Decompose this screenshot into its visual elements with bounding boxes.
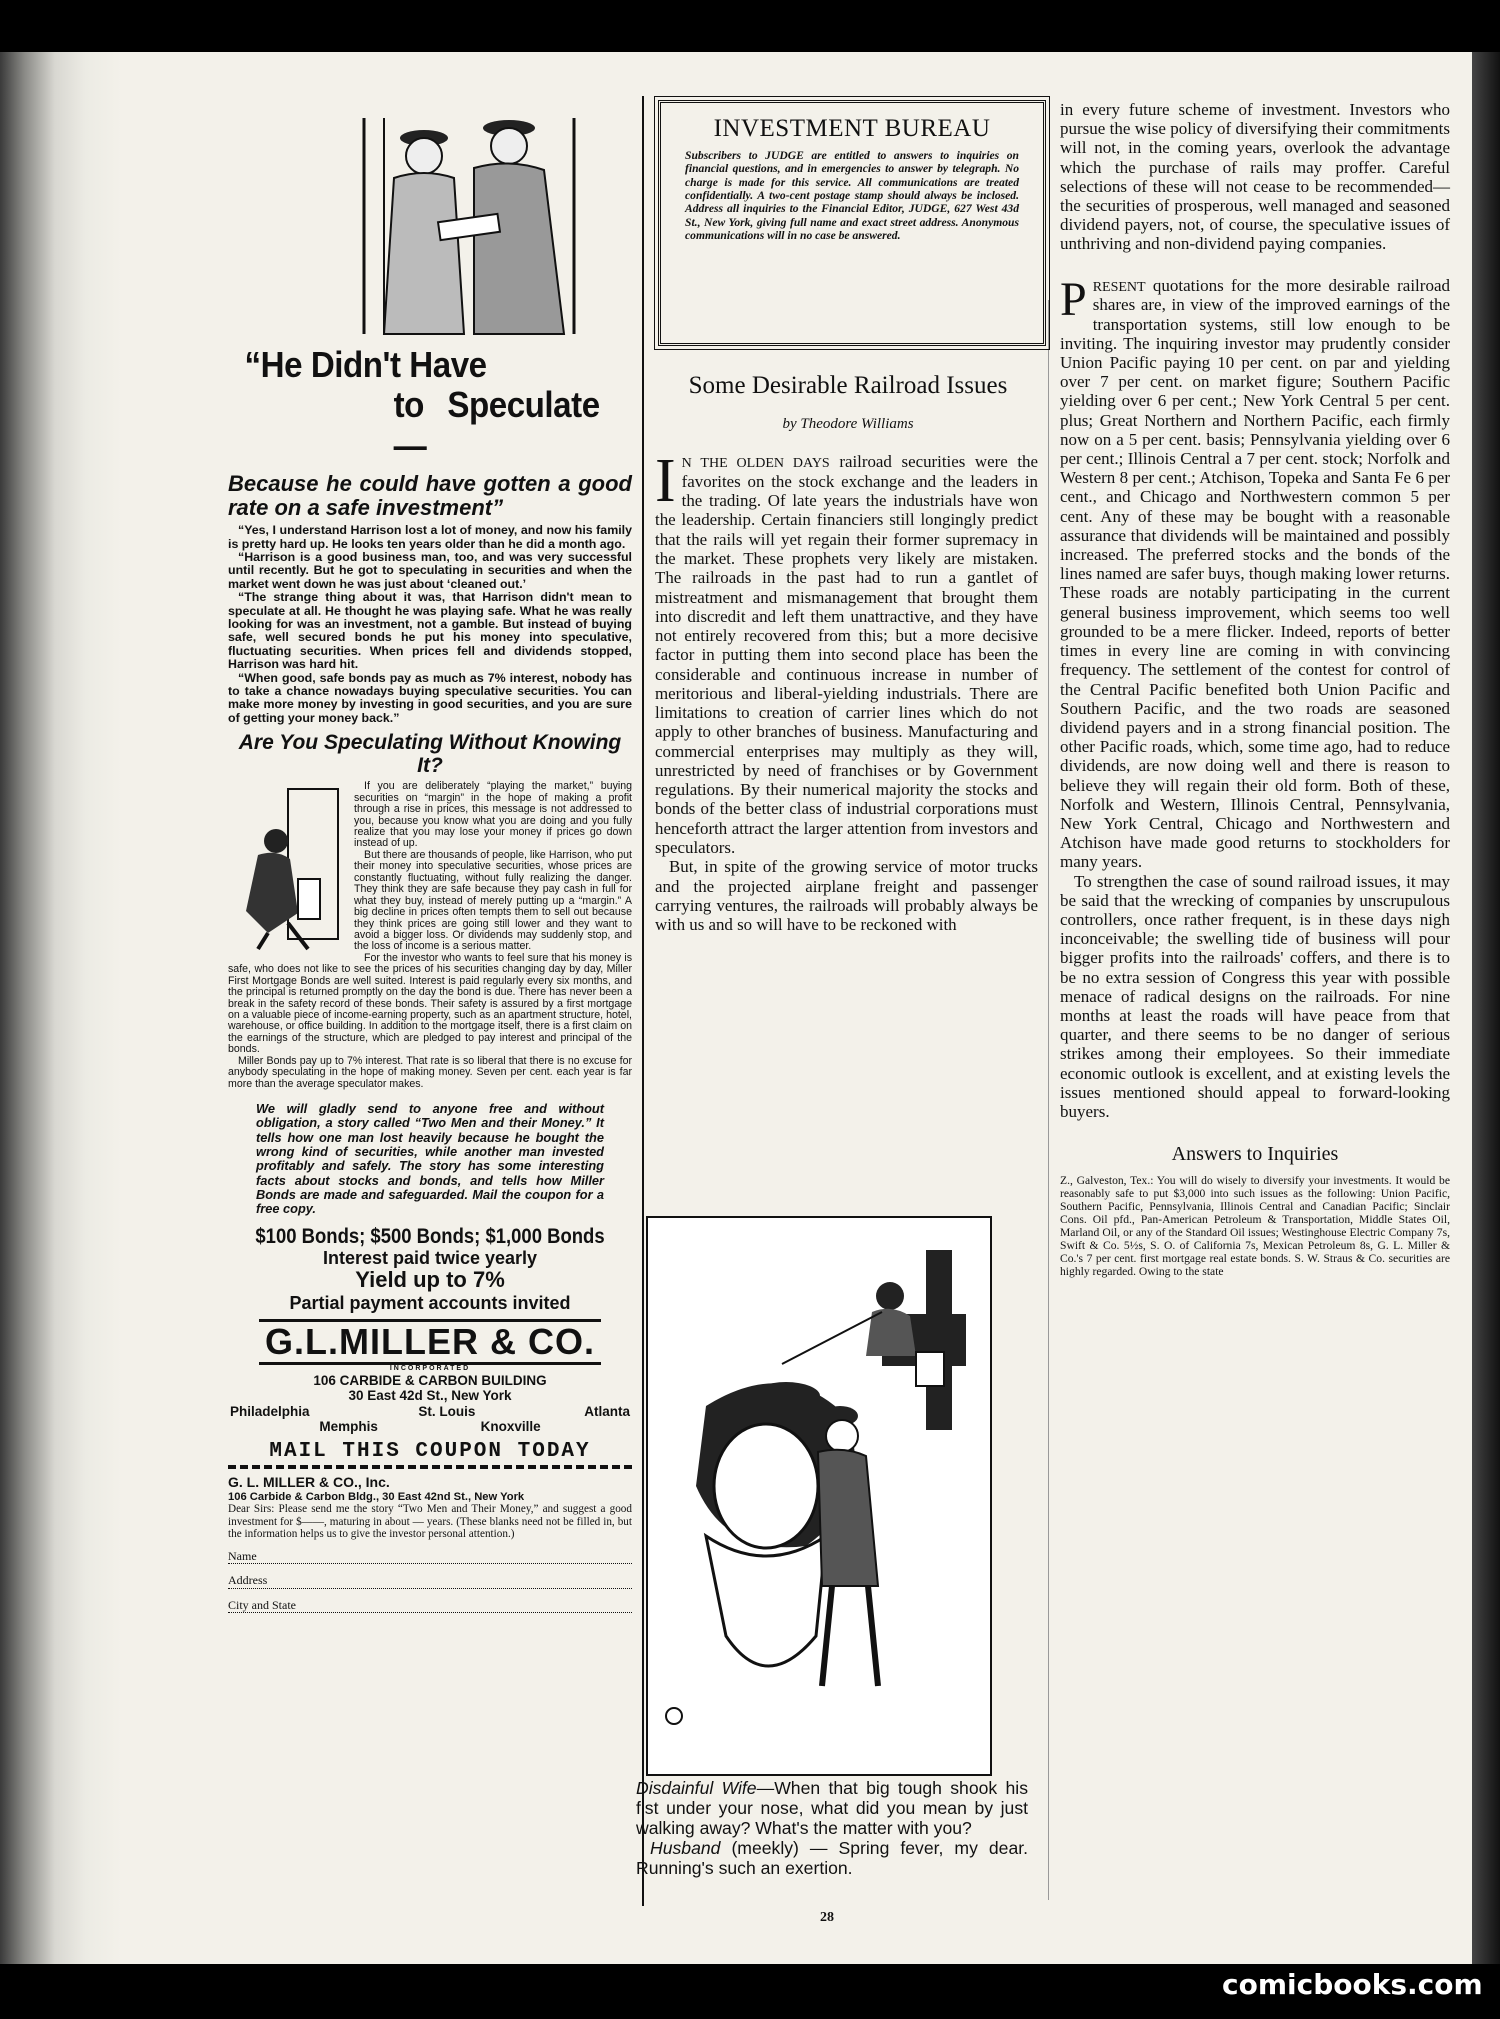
miller-bonds-advertisement [228,108,632,1898]
ad-paragraph: “The strange thing about it was, that Harrison didn't mean to speculate at all. He thought he was playing safe. What he was really looking for was an investment, not a gamble. But instead of buying safe, well secured bonds he put his money into speculative, fluctuating securities. When prices fell and dividends stopped, Harrison was hard hit. [228,590,632,672]
branch-cities-row-2 [228,1419,632,1434]
ad-small-paragraph: But there are thousands of people, like Harrison, who put their money into speculative securities, whose prices are constantly fluctuating, without fully realizing the danger. They think they are safe because they pay cash in full for what they buy, instead of merely putting up a “margin.” A big decline in prices often tempts them to sell out because they think prices are going still lower and they want to avoid a bigger loss. Or dividends may suddenly stop, and the loss of income is a serious matter. [354,848,632,953]
coupon-cut-line [228,1465,632,1469]
two-men-illustration [324,108,624,340]
article-paragraph [655,447,1038,857]
miller-logo [228,1319,632,1365]
column-rule-left [642,96,644,1906]
answers-heading: Answers to Inquiries [1171,1143,1339,1166]
interest-line: Interest paid twice yearly [322,1248,538,1269]
bureau-title: INVESTMENT BUREAU [713,115,991,142]
bureau-text: Subscribers to JUDGE are entitled to answers to inquiries on financial questions, and in emergencies to answer by telegraph. No charge is made for this service. All communications are treated confidentially. A two-cent postage stamp should always be inclosed. Address all inquiries to the Financial Editor, JUDGE, 627 West 43d St., New York, giving full name and exact street address. Anonymous communications will in no case be answered. [685,149,1019,242]
article-title: Some Desirable Railroad Issues [688,372,1008,399]
ad-small-paragraph: For the investor who wants to feel sure that his money is safe, who does not like to see the prices of his securities changing day by day, Miller First Mortgage Bonds are well suited. Interest is paid regularly every six months, and the principal is returned promptly on the day the bond is due. There has never been a break in the safety record of these bonds. Their safety is assured by a first mortgage on a valuable piece of income-earning property, such as an apartment structure, hotel, warehouse, or office building. In addition to the mortgage itself, there is a first claim on the earnings of the structure, which are pledged to pay interest and principal of the bonds. [228,951,632,1056]
lead-in: RESENT [1092,279,1146,295]
article-paragraph [1060,272,1450,872]
ad-small-body [228,781,632,1090]
city: St. Louis [418,1403,476,1419]
article-column-2 [655,447,1038,935]
partial-payment-line: Partial payment accounts invited [289,1293,571,1313]
ad-paragraph: “Harrison is a good business man, too, and was very successful until recently. But he got to speculating in securities and when the market went down he was just about ‘cleaned out.’ [228,550,632,591]
answers-text: Z., Galveston, Tex.: You will do wisely to diversify your investments. It would be reasonably safe to put $3,000 into such issues as the following: Union Pacific, Southern Pacific, Pennsylvania, Illinois Central and Canadian Pacific; Sinclair Cons. Oil pfd., Pan-American Petroleum & Transportation, Middle States Oil, Marland Oil, or any of the Standard Oil issues; Westinghouse Electric Company 7s, Swift & Co. 5½s, S. O. of California 7s, Mexican Petroleum 8s, G. L. Miller & Co.'s 7 per cent. first mortgage real estate bonds. S. W. Straus & Co. securities are highly regarded. Owing to the state [1060,1173,1450,1278]
article-column-3 [1060,100,1450,1278]
coupon-address: 106 Carbide & Carbon Bldg., 30 East 42nd St., New York [228,1490,525,1503]
site-watermark: comicbooks.com [1222,1968,1483,2001]
paragraph-text: railroad securities were the favorites on the stock exchange and the leaders in the trading. Of late years the industrials have won the leadership. Certain financiers still longingly predict that the rails will yet regain their former supremacy in the market. These prophets very likely are mistaken. The railroads in the past had to run a gantlet of mistreatment and mismanagement that brought them into discredit and left them unattractive, and they have not entirely recovered from this; but a more decisive factor in putting them into second place has been the considerable and continuous increase in number of meritorious and liberal-yielding industrials. There are limitations to creation of carrier lines which do not apply to other branches of business. Manufacturing and commercial enterprises may multiply as they will, unrestricted by need of franchises or by Government regulations. By their numerical majority the stocks and bonds of the better class of industrial corporations must henceforth attract the larger attention from investors and speculators. [655,452,1038,857]
article-paragraph: But, in spite of the growing service of motor trucks and the projected airplane freight and passenger carrying ventures, the railroads will probably always be with us and so will have to be reckoned with [655,857,1038,935]
ad-headline-2: to Speculate— [393,384,600,466]
article-paragraph: To strengthen the case of sound railroad issues, it may be said that the wrecking of companies by unscrupulous controllers, once rather frequent, is in these days nigh inconceivable; the swelling tide of business will pour bigger profits into the railroads' coffers, and there is to be no extra session of Congress this year with possible menace of radical designs on the railroads. For nine months at least the roads will have peace from that quarter, and there seems to be no danger of serious strikes among their employees. So their immediate economic outlook is excellent, and at existing levels the issues mentioned should appeal to forward-looking buyers. [1060,871,1450,1121]
caption-line-2: (meekly) — Spring fever, my dear. Running's such an exertion. [636,1838,1029,1879]
bond-denominations: $100 Bonds; $500 Bonds; $1,000 Bonds [255,1224,605,1248]
page-number: 28 [820,1910,834,1925]
ad-question: Are You Speculating Without Knowing It? [238,731,622,778]
book-binding [0,52,122,1964]
ad-small-paragraph: Miller Bonds pay up to 7% interest. That rate is so liberal that there is no excuse for anybody speculating in the hope of making money. Seven per cent. each year is far more than the average speculator makes. [228,1054,632,1090]
caption-speaker-1: Disdainful Wife [636,1778,757,1798]
coupon-text: Dear Sirs: Please send me the story “Two Men and Their Money,” and suggest a good investment for $——, maturing in about — years. (These blanks need not be filled in, but the information helps us to give the investor personal attention.) [228,1503,632,1540]
drop-cap: P [1060,272,1087,326]
page-edge [1472,52,1500,1964]
yield-line: Yield up to 7% [355,1267,505,1293]
city: Philadelphia [230,1403,310,1419]
cartoon-caption [636,1778,1028,1878]
free-story-offer: We will gladly send to anyone free and without obligation, a story called “Two Men and their Money.” It tells how one man lost heavily because he bought the wrong kind of securities, while another man invested profitably and safely. The story has some interesting facts about stocks and bonds, and tells how Miller Bonds are made and safeguarded. Mail the coupon for a free copy. [256,1101,604,1217]
coupon-address-field[interactable]: Address [228,1574,632,1588]
city: Knoxville [480,1418,541,1434]
cartoon-illustration [646,1216,992,1776]
column-rule-right [1048,300,1049,1900]
city: Atlanta [584,1403,630,1419]
city: Memphis [319,1418,378,1434]
article-paragraph: in every future scheme of investment. Investors who pursue the wise policy of diversifying their commitments will not, in the coming years, overlook the advantage which the purchase of rails may proffer. Careful selections of these will not cease to be recommended—the securities of prosperous, well managed and seasoned dividend payers, not, of course, the speculative issues of unthriving and non-dividend paying companies. [1060,100,1450,254]
drop-cap: I [655,447,676,515]
man-at-door-illustration [228,783,346,953]
ad-paragraph: “When good, safe bonds pay as much as 7% interest, nobody has to take a chance nowadays buying speculative securities. You can make more money by investing in good securities, and you are sure of getting your money back.” [228,670,632,725]
coupon-company: G. L. MILLER & CO., Inc. [228,1474,390,1491]
coupon-heading: MAIL THIS COUPON TODAY [269,1439,591,1463]
coupon-name-field[interactable]: Name [228,1550,632,1564]
caption-line-1: —When that big tough shook his fist under your nose, what did you mean by just walking away? What's the matter with you? [636,1778,1028,1839]
address-line-1: 106 CARBIDE & CARBON BUILDING [313,1373,547,1389]
ad-small-paragraph: If you are deliberately “playing the market,” buying securities on “margin” in the hope of making a profit through a rise in prices, this message is not addressed to you, because you know what you are doing and you fully realize that you may lose your money if prices go down instead of up. [354,780,632,850]
lead-in: N THE OLDEN DAYS [681,456,830,471]
caption-speaker-2: Husband [650,1838,721,1859]
address-line-2: 30 East 42d St., New York [348,1388,512,1404]
ad-headline-1: “He Didn't Have [244,343,487,385]
investment-bureau-box [658,100,1046,346]
logo-subtitle: INCORPORATED [389,1365,471,1373]
branch-cities-row-1 [228,1404,632,1419]
ad-subhead: Because he could have gotten a good rate on a safe investment” [228,470,632,521]
article-byline: by Theodore Williams [782,416,914,432]
logo-text: G.L.MILLER & CO. [259,1319,601,1365]
ad-body [228,524,632,725]
coupon-city-field[interactable]: City and State [228,1599,632,1613]
paragraph-text: quotations for the more desirable railroad shares are, in view of the improved earnings of the transportation systems, still low enough to be inviting. The inquiring investor may prudently consider Union Pacific paying 10 per cent. on par and yielding over 7 per cent. on market figure; Southern Pacific yielding over 6 per cent.; New York Central 5 per cent. plus; Great Northern and Northern Pacific, each firmly now on a 5 per cent. basis; Pennsylvania yielding over 6 per cent.; Illinois Central a 7 per cent. stock; Norfolk and Western 8 per cent.; Atchison, Topeka and Santa Fe 6 per cent., and Chicago and Northwestern common 5 per cent. Any of these may be bought with a reasonable assurance that dividends will be maintained and possibly increased. The preferred stocks and the bonds of the lines named are safer buys, though making lower returns. These roads are notably participating in the current general business improvement, which seems too well grounded to be a mere flicker. Indeed, reports of better times in every line are coming in with convincing frequency. The settlement of the contest for control of the Central Pacific benefited both Union Pacific and Southern Pacific, and the two roads are seasoned dividend payers and in a strong financial position. The other Pacific roads, which, some time ago, had to reduce dividends, are now doing well and there is reason to believe they will regain their old form. Both of these, Norfolk and Western, Illinois Central, Pennsylvania, New York Central, Chicago and Northwestern and Atchison have made good returns to stockholders for many years. [1060,275,1450,872]
ad-paragraph: “Yes, I understand Harrison lost a lot of money, and now his family is pretty hard up. He looks ten years older than he did a month ago. [228,523,632,551]
